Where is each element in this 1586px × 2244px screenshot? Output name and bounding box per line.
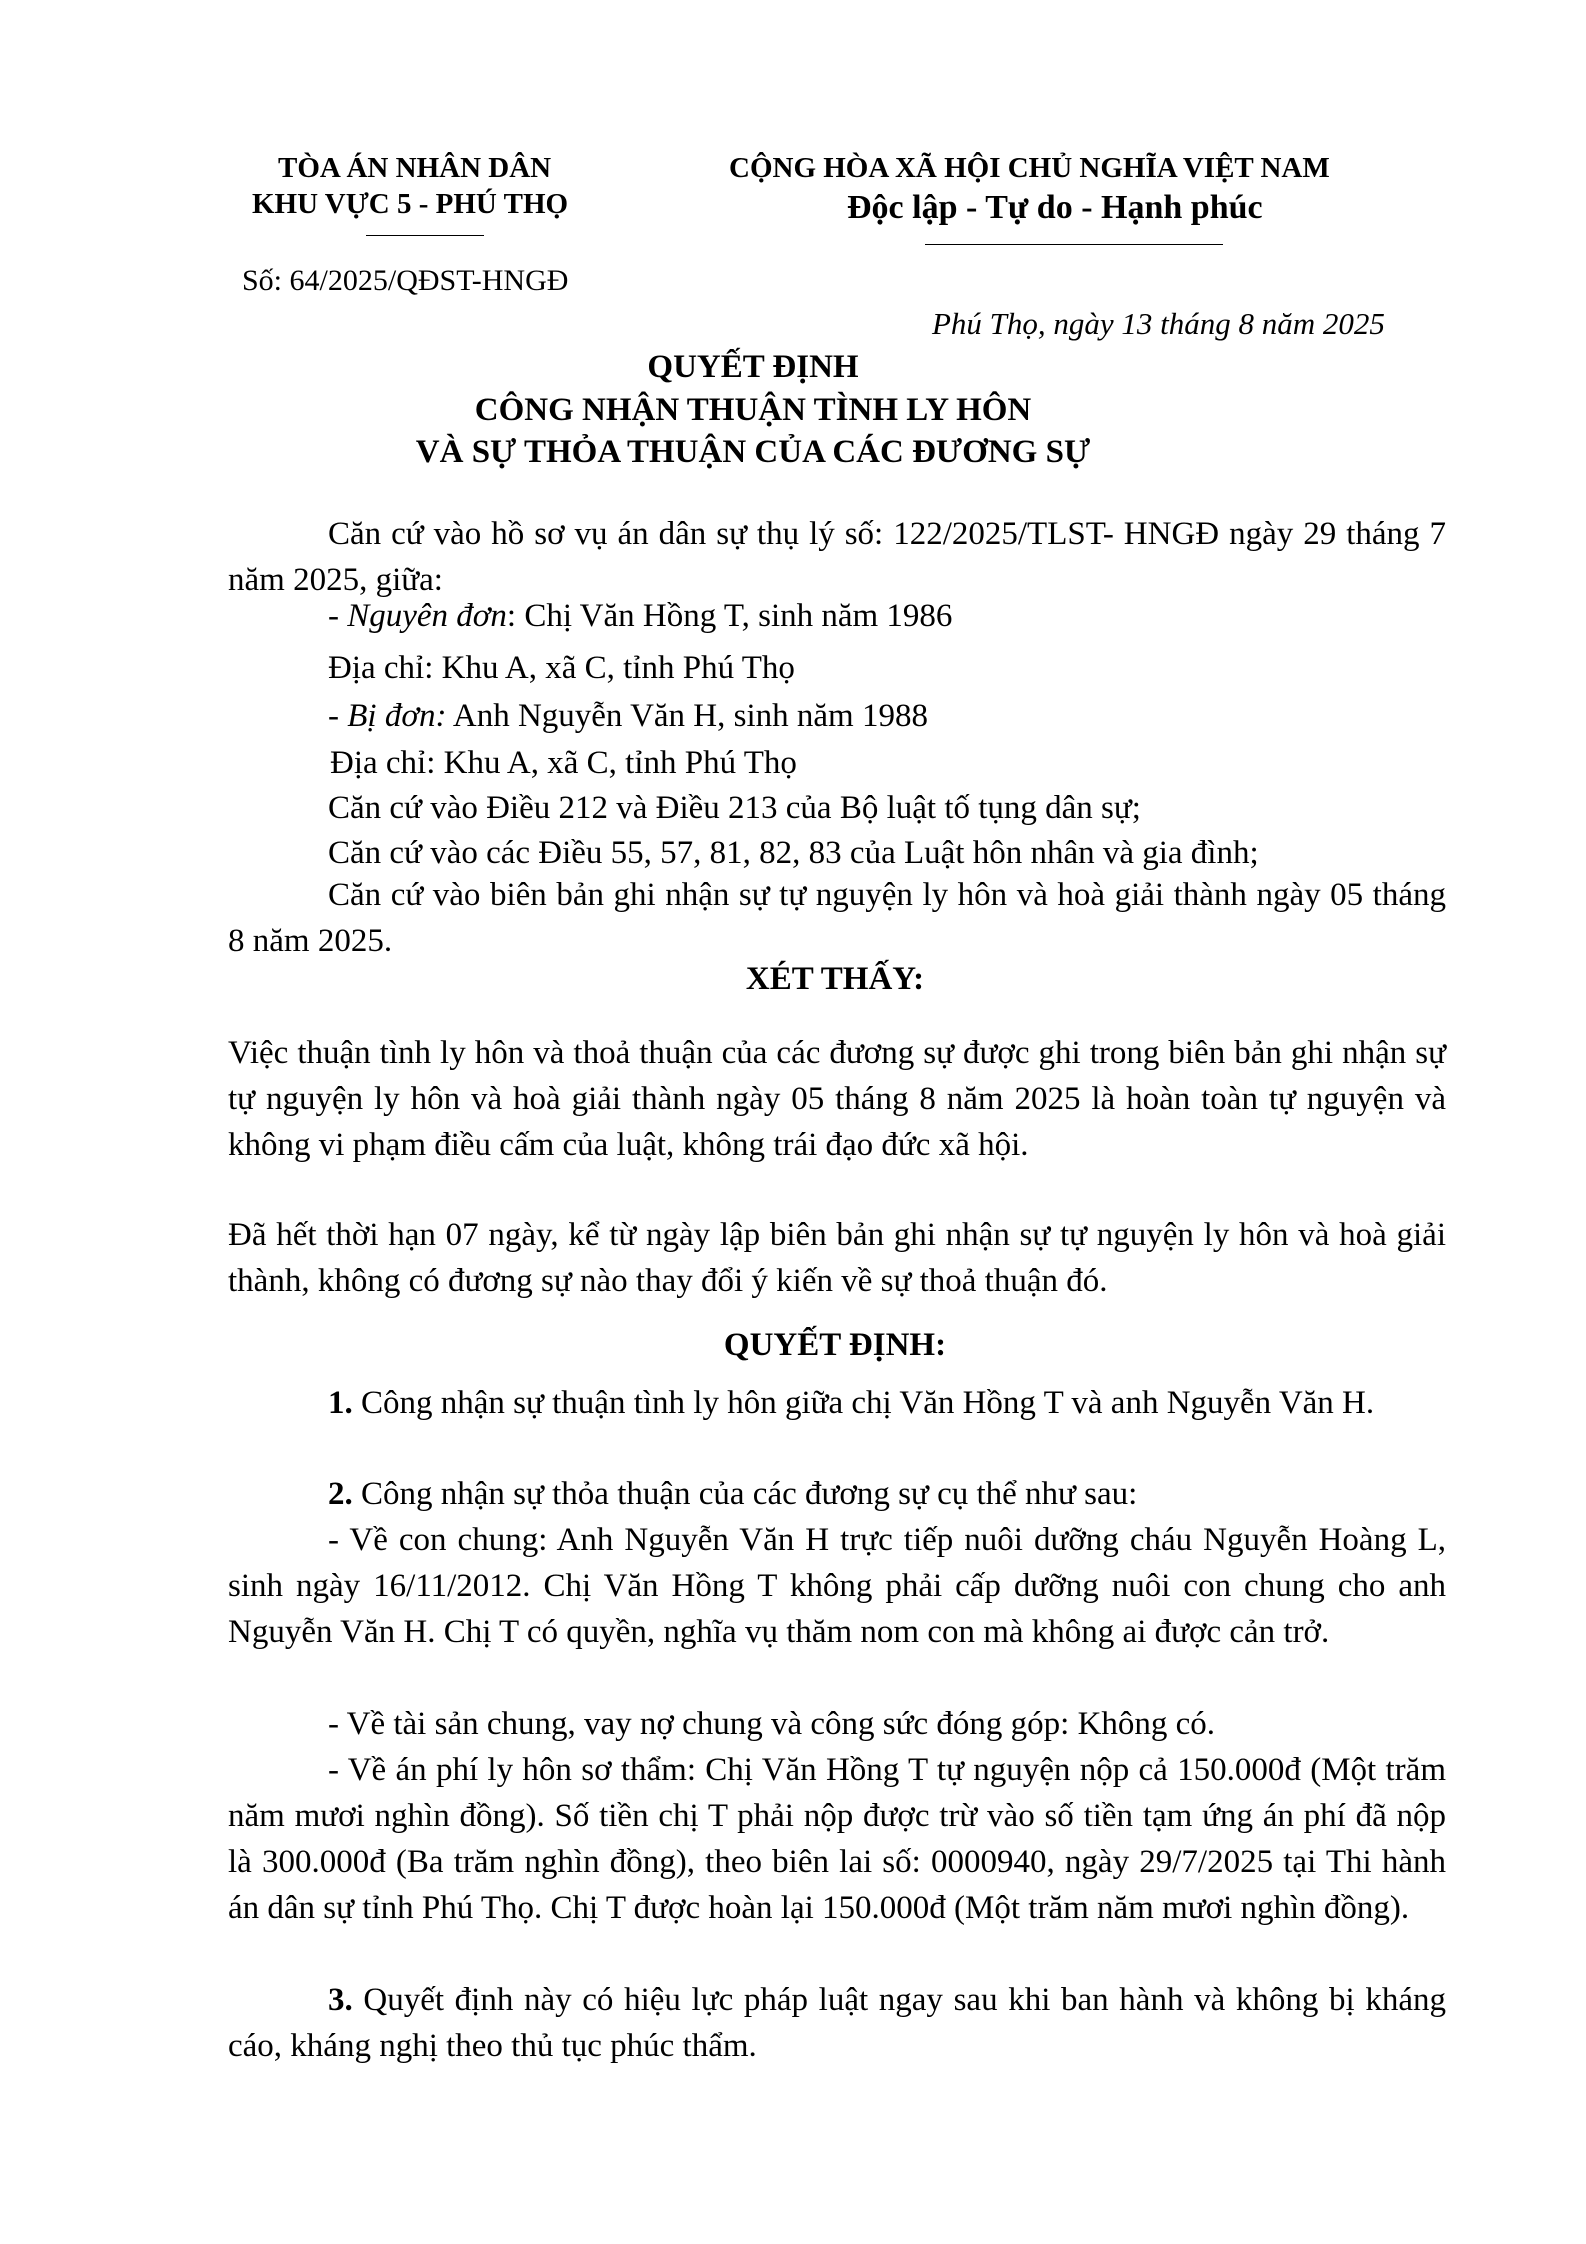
place-date: Phú Thọ, ngày 13 tháng 8 năm 2025 bbox=[932, 306, 1385, 341]
plaintiff-address: Địa chỉ: Khu A, xã C, tỉnh Phú Thọ bbox=[328, 650, 795, 686]
legal-basis-procedure: Căn cứ vào Điều 212 và Điều 213 của Bộ luật tố tụng dân sự; bbox=[328, 790, 1141, 826]
decision-item-3: 3. Quyết định này có hiệu lực pháp luật ngay sau khi ban hành và không bị kháng cáo, kháng nghị theo thủ tục phúc thẩm. bbox=[228, 1982, 1446, 2064]
national-motto: Độc lập - Tự do - Hạnh phúc bbox=[847, 189, 1263, 226]
defendant-label: Bị đơn: bbox=[347, 698, 447, 734]
findings-paragraph-2: Đã hết thời hạn 07 ngày, kể từ ngày lập biên bản ghi nhận sự tự nguyện ly hôn và hoà giải thành, không có đương sự nào thay đổi ý kiến về sự thoả thuận đó. bbox=[228, 1217, 1446, 1299]
document-title-line3: VÀ SỰ THỎA THUẬN CỦA CÁC ĐƯƠNG SỰ bbox=[415, 434, 1091, 470]
findings-heading: XÉT THẤY: bbox=[745, 961, 925, 997]
plaintiff-label: Nguyên đơn bbox=[347, 598, 507, 634]
defendant-address: Địa chỉ: Khu A, xã C, tỉnh Phú Thọ bbox=[330, 745, 797, 781]
defendant-line: - Bị đơn: Anh Nguyễn Văn H, sinh năm 1988 bbox=[328, 698, 928, 734]
findings-paragraph-1: Việc thuận tình ly hôn và thoả thuận của các đương sự được ghi trong biên bản ghi nhận sự tự nguyện ly hôn và hoà giải thành ngày 05 tháng 8 năm 2025 là hoàn toàn tự nguyện và không vi phạm điều cấm của luật, không trái đạo đức xã hội. bbox=[228, 1035, 1446, 1163]
legal-basis-record: Căn cứ vào biên bản ghi nhận sự tự nguyện ly hôn và hoà giải thành ngày 05 tháng 8 năm 2025. bbox=[228, 877, 1446, 959]
legal-basis-family-law: Căn cứ vào các Điều 55, 57, 81, 82, 83 của Luật hôn nhân và gia đình; bbox=[328, 835, 1259, 871]
decision-number: Số: 64/2025/QĐST-HNGĐ bbox=[242, 264, 569, 297]
court-underline bbox=[366, 235, 484, 236]
motto-underline bbox=[925, 244, 1223, 245]
document-title-line1: QUYẾT ĐỊNH bbox=[647, 349, 859, 385]
decision-item-1: 1. Công nhận sự thuận tình ly hôn giữa chị Văn Hồng T và anh Nguyễn Văn H. bbox=[328, 1385, 1375, 1421]
national-title: CỘNG HÒA XÃ HỘI CHỦ NGHĨA VIỆT NAM bbox=[729, 152, 1330, 184]
decision-item-2: 2. Công nhận sự thỏa thuận của các đương sự cụ thể như sau: bbox=[328, 1476, 1138, 1512]
decision-children: - Về con chung: Anh Nguyễn Văn H trực tiếp nuôi dưỡng cháu Nguyễn Hoàng L, sinh ngày 16/11/2012. Chị Văn Hồng T không phải cấp dưỡng nuôi con chung cho anh Nguyễn Văn H. Chị T có quyền, nghĩa vụ thăm nom con mà không ai được cản trở. bbox=[228, 1522, 1446, 1650]
decision-heading: QUYẾT ĐỊNH: bbox=[723, 1327, 947, 1363]
plaintiff-line: - Nguyên đơn: Chị Văn Hồng T, sinh năm 1986 bbox=[328, 598, 953, 634]
court-name-line2: KHU VỰC 5 - PHÚ THỌ bbox=[252, 188, 569, 220]
basis-case-file: Căn cứ vào hồ sơ vụ án dân sự thụ lý số: 122/2025/TLST- HNGĐ ngày 29 tháng 7 năm 2025, giữa: bbox=[228, 516, 1446, 598]
document-title-line2: CÔNG NHẬN THUẬN TÌNH LY HÔN bbox=[474, 392, 1032, 428]
court-name-line1: TÒA ÁN NHÂN DÂN bbox=[278, 152, 552, 184]
decision-fee: - Về án phí ly hôn sơ thẩm: Chị Văn Hồng T tự nguyện nộp cả 150.000đ (Một trăm năm mươi nghìn đồng). Số tiền chị T phải nộp được trừ vào số tiền tạm ứng án phí đã nộp là 300.000đ (Ba trăm nghìn đồng), theo biên lai số: 0000940, ngày 29/7/2025 tại Thi hành án dân sự tỉnh Phú Thọ. Chị T được hoàn lại 150.000đ (Một trăm năm mươi nghìn đồng). bbox=[228, 1752, 1446, 1926]
decision-property: - Về tài sản chung, vay nợ chung và công sức đóng góp: Không có. bbox=[328, 1706, 1216, 1742]
